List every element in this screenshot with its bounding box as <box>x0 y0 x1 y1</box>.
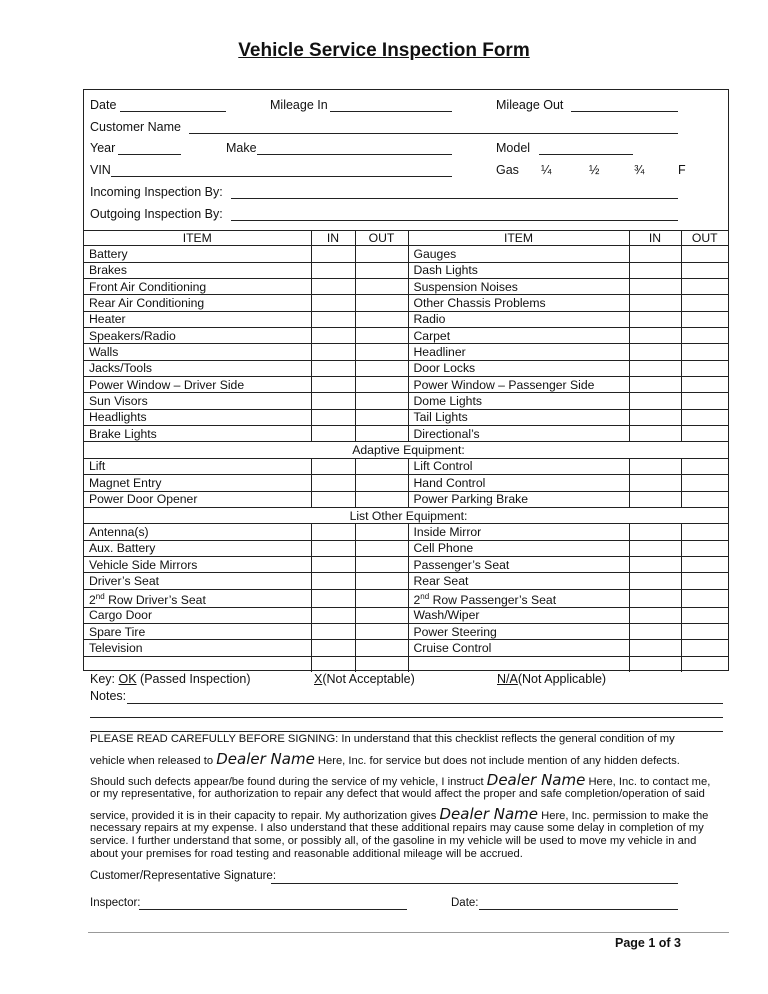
in-checkbox[interactable] <box>629 246 681 262</box>
item-label: Power Window – Driver Side <box>84 377 311 393</box>
in-checkbox[interactable] <box>311 328 355 344</box>
out-checkbox[interactable] <box>681 295 728 311</box>
out-checkbox[interactable] <box>355 393 408 409</box>
out-checkbox[interactable] <box>681 540 728 556</box>
disclaimer-line-2 <box>90 747 730 769</box>
year-field[interactable] <box>118 154 181 155</box>
gas-label: Gas <box>496 163 519 177</box>
out-checkbox[interactable] <box>355 607 408 623</box>
disclaimer-line-8: about your premises for road testing and reasonable additional mileage will be accrued. <box>90 848 523 860</box>
disclaimer-text: Here, Inc. for service but does not include mention of any hidden defects. <box>317 755 680 767</box>
item-label: Brakes <box>84 262 311 278</box>
out-checkbox[interactable] <box>681 573 728 589</box>
out-checkbox[interactable] <box>681 640 728 656</box>
key-label: Key: <box>90 672 116 686</box>
item-label: Walls <box>84 344 311 360</box>
table-row <box>84 262 728 278</box>
out-checkbox[interactable] <box>355 246 408 262</box>
in-checkbox[interactable] <box>629 491 681 507</box>
table-row <box>84 328 728 344</box>
in-checkbox[interactable] <box>311 556 355 572</box>
footer-divider <box>88 932 729 933</box>
out-checkbox[interactable] <box>681 328 728 344</box>
table-row <box>84 360 728 376</box>
in-checkbox[interactable] <box>311 656 355 672</box>
item-label: Dome Lights <box>408 393 629 409</box>
customer-signature-field[interactable] <box>271 883 678 884</box>
out-checkbox[interactable] <box>681 409 728 425</box>
out-checkbox[interactable] <box>681 311 728 327</box>
inspector-label: Inspector: <box>90 897 141 909</box>
in-checkbox[interactable] <box>311 279 355 295</box>
item-label: Aux. Battery <box>84 540 311 556</box>
table-row <box>84 623 728 639</box>
key-x-desc: (Not Acceptable) <box>322 672 415 686</box>
table-row <box>84 311 728 327</box>
in-checkbox[interactable] <box>629 623 681 639</box>
in-checkbox[interactable] <box>311 491 355 507</box>
disclaimer-text: vehicle when released to <box>90 755 214 767</box>
item-label: Dash Lights <box>408 262 629 278</box>
table-row <box>84 556 728 572</box>
in-checkbox[interactable] <box>629 279 681 295</box>
out-checkbox[interactable] <box>355 491 408 507</box>
in-checkbox[interactable] <box>311 607 355 623</box>
table-row <box>84 393 728 409</box>
out-checkbox[interactable] <box>681 262 728 278</box>
in-checkbox[interactable] <box>629 295 681 311</box>
table-row <box>84 246 728 262</box>
table-header-row <box>84 230 728 246</box>
outgoing-inspection-label: Outgoing Inspection By: <box>90 207 223 221</box>
notes-line-2[interactable] <box>90 717 723 718</box>
key-ok <box>90 672 251 686</box>
item-label: Wash/Wiper <box>408 607 629 623</box>
mileage-in-field[interactable] <box>330 111 452 112</box>
model-label: Model <box>496 141 531 155</box>
item-label: Gauges <box>408 246 629 262</box>
in-checkbox[interactable] <box>629 589 681 607</box>
out-checkbox[interactable] <box>681 607 728 623</box>
out-checkbox[interactable] <box>681 246 728 262</box>
make-label: Make <box>226 141 257 155</box>
item-label: Television <box>84 640 311 656</box>
dealer-name: Dealer Name <box>439 805 539 823</box>
adaptive-equipment-heading: Adaptive Equipment: <box>84 442 728 458</box>
key-x <box>314 672 415 686</box>
item-label: Suspension Noises <box>408 279 629 295</box>
out-checkbox[interactable] <box>355 377 408 393</box>
item-label <box>84 656 311 672</box>
inspector-field[interactable] <box>139 909 407 910</box>
out-checkbox[interactable] <box>355 524 408 540</box>
item-label: Directional’s <box>408 426 629 442</box>
item-label: Power Door Opener <box>84 491 311 507</box>
in-checkbox[interactable] <box>311 295 355 311</box>
table-row <box>84 540 728 556</box>
item-label <box>408 656 629 672</box>
mileage-in-label: Mileage In <box>270 98 328 112</box>
customer-signature-label: Customer/Representative Signature: <box>90 870 277 882</box>
out-checkbox[interactable] <box>681 393 728 409</box>
out-checkbox[interactable] <box>355 623 408 639</box>
in-header: IN <box>311 230 355 246</box>
in-checkbox[interactable] <box>311 573 355 589</box>
disclaimer-text: Here, Inc. to contact me, <box>588 776 711 788</box>
item-label: Jacks/Tools <box>84 360 311 376</box>
customer-name-field[interactable] <box>189 133 678 134</box>
out-checkbox[interactable] <box>681 458 728 474</box>
item-label: Radio <box>408 311 629 327</box>
out-checkbox[interactable] <box>681 426 728 442</box>
out-checkbox[interactable] <box>355 589 408 607</box>
in-checkbox[interactable] <box>311 640 355 656</box>
out-checkbox[interactable] <box>355 409 408 425</box>
outgoing-inspection-field[interactable] <box>231 220 678 221</box>
table-row <box>84 640 728 656</box>
key-ok-desc: (Passed Inspection) <box>140 672 251 686</box>
table-row <box>84 295 728 311</box>
out-header: OUT <box>355 230 408 246</box>
table-row <box>84 589 728 607</box>
page-number: Page 1 of 3 <box>615 936 681 950</box>
disclaimer <box>90 732 730 861</box>
in-checkbox[interactable] <box>311 458 355 474</box>
in-checkbox[interactable] <box>629 328 681 344</box>
disclaimer-line-4: or my representative, for authorization to repair any defect that would affect the proper and safe completion/operation of said <box>90 788 705 800</box>
item-label: Antenna(s) <box>84 524 311 540</box>
in-checkbox[interactable] <box>311 246 355 262</box>
out-checkbox[interactable] <box>355 311 408 327</box>
year-label: Year <box>90 141 116 155</box>
table-row <box>84 573 728 589</box>
out-checkbox[interactable] <box>355 295 408 311</box>
item-label: Rear Seat <box>408 573 629 589</box>
item-label: Magnet Entry <box>84 475 311 491</box>
in-checkbox[interactable] <box>629 426 681 442</box>
out-checkbox[interactable] <box>681 556 728 572</box>
item-header: ITEM <box>408 230 629 246</box>
table-row <box>84 344 728 360</box>
out-checkbox[interactable] <box>355 556 408 572</box>
gas-quarter[interactable]: ¼ <box>541 163 552 177</box>
in-checkbox[interactable] <box>311 475 355 491</box>
in-checkbox[interactable] <box>311 589 355 607</box>
item-label: Heater <box>84 311 311 327</box>
mileage-out-label: Mileage Out <box>496 98 564 112</box>
disclaimer-line-1: PLEASE READ CAREFULLY BEFORE SIGNING: In understand that this checklist reflects the general condition of my <box>90 733 675 745</box>
make-field[interactable] <box>257 154 452 155</box>
model-field[interactable] <box>539 154 633 155</box>
disclaimer-text: Should such defects appear/be found during the service of my vehicle, I instruct <box>90 776 484 788</box>
table-row <box>84 524 728 540</box>
disclaimer-line-7: service. I further understand that some, or possibly all, of the gasoline in my vehicle will be used to move my vehicle in and <box>90 835 697 847</box>
out-checkbox[interactable] <box>681 344 728 360</box>
in-checkbox[interactable] <box>629 393 681 409</box>
item-label: Inside Mirror <box>408 524 629 540</box>
item-label: Cruise Control <box>408 640 629 656</box>
item-label: Sun Visors <box>84 393 311 409</box>
mileage-out-field[interactable] <box>571 111 678 112</box>
in-header: IN <box>629 230 681 246</box>
in-checkbox[interactable] <box>311 377 355 393</box>
out-checkbox[interactable] <box>355 458 408 474</box>
in-checkbox[interactable] <box>629 556 681 572</box>
key-ok-code: OK <box>118 672 137 686</box>
in-checkbox[interactable] <box>311 623 355 639</box>
disclaimer-text: service, provided it is in their capacity to repair. My authorization gives <box>90 810 437 822</box>
item-label: Vehicle Side Mirrors <box>84 556 311 572</box>
item-label: Passenger’s Seat <box>408 556 629 572</box>
table-row <box>84 426 728 442</box>
out-header: OUT <box>681 230 728 246</box>
out-checkbox[interactable] <box>681 656 728 672</box>
out-checkbox[interactable] <box>681 589 728 607</box>
disclaimer-text: Here, Inc. permission to make the <box>541 810 709 822</box>
notes-line-1[interactable] <box>127 703 723 704</box>
other-equipment-heading: List Other Equipment: <box>84 507 728 523</box>
in-checkbox[interactable] <box>629 409 681 425</box>
item-label: Front Air Conditioning <box>84 279 311 295</box>
item-label: Power Steering <box>408 623 629 639</box>
table-row <box>84 475 728 491</box>
item-label: Tail Lights <box>408 409 629 425</box>
out-checkbox[interactable] <box>355 360 408 376</box>
item-label: 2nd Row Passenger’s Seat <box>408 589 629 607</box>
out-checkbox[interactable] <box>681 360 728 376</box>
table-row <box>84 377 728 393</box>
in-checkbox[interactable] <box>629 573 681 589</box>
item-label: Headliner <box>408 344 629 360</box>
table-row <box>84 458 728 474</box>
table-row <box>84 656 728 672</box>
in-checkbox[interactable] <box>629 311 681 327</box>
in-checkbox[interactable] <box>311 344 355 360</box>
in-checkbox[interactable] <box>629 458 681 474</box>
item-label: Door Locks <box>408 360 629 376</box>
out-checkbox[interactable] <box>355 475 408 491</box>
in-checkbox[interactable] <box>629 540 681 556</box>
in-checkbox[interactable] <box>311 426 355 442</box>
item-label: Lift Control <box>408 458 629 474</box>
out-checkbox[interactable] <box>681 524 728 540</box>
out-checkbox[interactable] <box>681 377 728 393</box>
table-row <box>84 409 728 425</box>
in-checkbox[interactable] <box>629 360 681 376</box>
item-label: Power Parking Brake <box>408 491 629 507</box>
item-label: Battery <box>84 246 311 262</box>
key-na-code: N/A <box>497 672 518 686</box>
in-checkbox[interactable] <box>311 262 355 278</box>
in-checkbox[interactable] <box>629 475 681 491</box>
item-header: ITEM <box>84 230 311 246</box>
item-label: Speakers/Radio <box>84 328 311 344</box>
table-row <box>84 491 728 507</box>
item-label: Hand Control <box>408 475 629 491</box>
gas-half[interactable]: ½ <box>589 163 600 177</box>
key-na-desc: (Not Applicable) <box>517 672 607 686</box>
item-label: Rear Air Conditioning <box>84 295 311 311</box>
out-checkbox[interactable] <box>355 573 408 589</box>
out-checkbox[interactable] <box>681 623 728 639</box>
in-checkbox[interactable] <box>311 540 355 556</box>
signature-date-label: Date: <box>451 897 479 909</box>
item-label: Power Window – Passenger Side <box>408 377 629 393</box>
notes-label: Notes: <box>90 689 127 703</box>
in-checkbox[interactable] <box>629 640 681 656</box>
out-checkbox[interactable] <box>355 344 408 360</box>
in-checkbox[interactable] <box>629 607 681 623</box>
out-checkbox[interactable] <box>681 279 728 295</box>
out-checkbox[interactable] <box>681 491 728 507</box>
in-checkbox[interactable] <box>311 360 355 376</box>
vehicle-info-section <box>84 90 728 231</box>
out-checkbox[interactable] <box>355 262 408 278</box>
disclaimer-line-5 <box>90 802 730 821</box>
vin-label: VIN <box>90 163 111 177</box>
signature-date-field[interactable] <box>479 909 678 910</box>
in-checkbox[interactable] <box>311 524 355 540</box>
out-checkbox[interactable] <box>355 656 408 672</box>
in-checkbox[interactable] <box>629 377 681 393</box>
dealer-name: Dealer Name <box>216 750 315 768</box>
item-label: Spare Tire <box>84 623 311 639</box>
incoming-inspection-label: Incoming Inspection By: <box>90 185 223 199</box>
item-label: Driver’s Seat <box>84 573 311 589</box>
customer-name-label: Customer Name <box>90 120 181 134</box>
inspection-form <box>83 89 729 671</box>
item-label: Brake Lights <box>84 426 311 442</box>
item-label: Other Chassis Problems <box>408 295 629 311</box>
section-row <box>84 507 728 523</box>
date-label: Date <box>90 98 117 112</box>
in-checkbox[interactable] <box>311 393 355 409</box>
out-checkbox[interactable] <box>681 475 728 491</box>
out-checkbox[interactable] <box>355 279 408 295</box>
disclaimer-line-3 <box>90 769 730 787</box>
gas-full[interactable]: F <box>678 163 686 177</box>
table-row <box>84 279 728 295</box>
out-checkbox[interactable] <box>355 426 408 442</box>
in-checkbox[interactable] <box>629 524 681 540</box>
item-label: Headlights <box>84 409 311 425</box>
in-checkbox[interactable] <box>311 311 355 327</box>
disclaimer-line-6: necessary repairs at my expense. I also understand that these additional repairs may cause some delay in completion of my <box>90 822 704 834</box>
in-checkbox[interactable] <box>629 656 681 672</box>
gas-three-quarter[interactable]: ¾ <box>634 163 645 177</box>
key-na <box>497 672 606 686</box>
out-checkbox[interactable] <box>355 540 408 556</box>
item-label: Lift <box>84 458 311 474</box>
in-checkbox[interactable] <box>311 409 355 425</box>
out-checkbox[interactable] <box>355 328 408 344</box>
form-title: Vehicle Service Inspection Form <box>238 40 530 61</box>
out-checkbox[interactable] <box>355 640 408 656</box>
item-label: 2nd Row Driver’s Seat <box>84 589 311 607</box>
vin-field[interactable] <box>111 176 452 177</box>
dealer-name: Dealer Name <box>486 771 586 789</box>
in-checkbox[interactable] <box>629 344 681 360</box>
incoming-inspection-field[interactable] <box>231 198 678 199</box>
item-label: Cargo Door <box>84 607 311 623</box>
table-row <box>84 607 728 623</box>
section-row <box>84 442 728 458</box>
in-checkbox[interactable] <box>629 262 681 278</box>
item-label: Cell Phone <box>408 540 629 556</box>
date-field[interactable] <box>120 111 226 112</box>
key-x-code: X <box>314 672 323 686</box>
inspection-table <box>84 230 728 672</box>
item-label: Carpet <box>408 328 629 344</box>
